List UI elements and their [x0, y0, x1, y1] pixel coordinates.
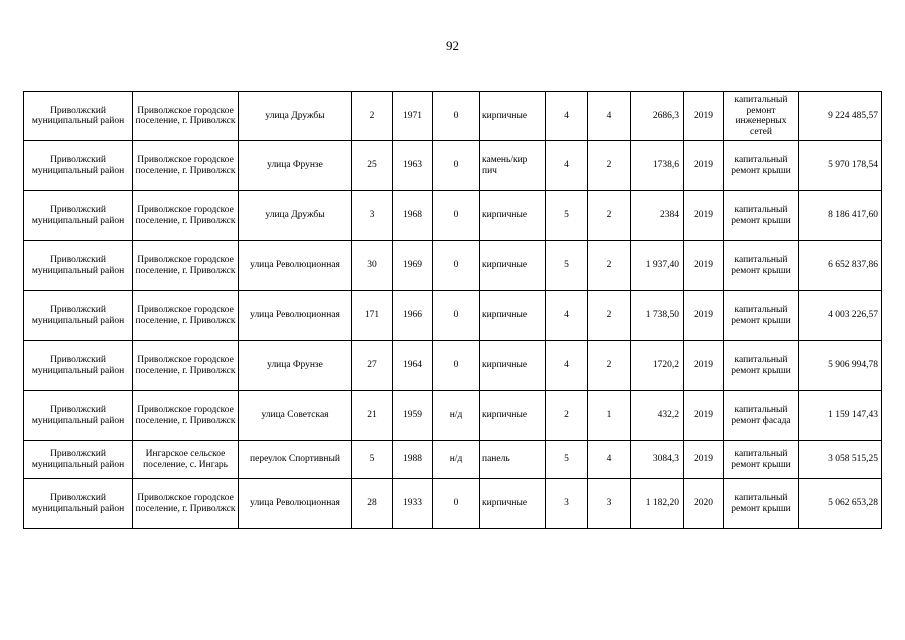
- area-cell: 1738,6: [631, 141, 684, 191]
- work-type-cell: капитальный ремонт крыши: [724, 241, 799, 291]
- settlement-cell: Приволжское городское поселение, г. Приволжск: [133, 92, 239, 141]
- value-cell: н/д: [433, 391, 480, 441]
- value-cell: 0: [433, 92, 480, 141]
- entrances-cell: 2: [588, 141, 631, 191]
- settlement-cell: Приволжское городское поселение, г. Приволжск: [133, 391, 239, 441]
- table-row: [24, 441, 882, 479]
- cost-cell: 9 224 485,57: [799, 92, 882, 141]
- house-number-cell: 21: [352, 391, 393, 441]
- cost-cell: 4 003 226,57: [799, 291, 882, 341]
- floors-cell: 4: [546, 92, 588, 141]
- plan-year-cell: 2019: [684, 291, 724, 341]
- plan-year-cell: 2019: [684, 241, 724, 291]
- district-cell: Приволжский муниципальный район: [24, 441, 133, 479]
- work-type-cell: капитальный ремонт крыши: [724, 291, 799, 341]
- value-cell: 0: [433, 191, 480, 241]
- district-cell: Приволжский муниципальный район: [24, 391, 133, 441]
- settlement-cell: Приволжское городское поселение, г. Приволжск: [133, 191, 239, 241]
- table-row: [24, 291, 882, 341]
- table-row: [24, 241, 882, 291]
- house-number-cell: 171: [352, 291, 393, 341]
- table-row: [24, 191, 882, 241]
- work-type-cell: капитальный ремонт крыши: [724, 191, 799, 241]
- house-number-cell: 5: [352, 441, 393, 479]
- page-number: 92: [446, 38, 459, 53]
- year-built-cell: 1988: [393, 441, 433, 479]
- year-built-cell: 1971: [393, 92, 433, 141]
- area-cell: 432,2: [631, 391, 684, 441]
- area-cell: 1 182,20: [631, 479, 684, 529]
- year-built-cell: 1933: [393, 479, 433, 529]
- table-row: [24, 341, 882, 391]
- street-cell: улица Фрунзе: [239, 341, 352, 391]
- area-cell: 1720,2: [631, 341, 684, 391]
- district-cell: Приволжский муниципальный район: [24, 291, 133, 341]
- cost-cell: 6 652 837,86: [799, 241, 882, 291]
- entrances-cell: 2: [588, 341, 631, 391]
- house-number-cell: 25: [352, 141, 393, 191]
- district-cell: Приволжский муниципальный район: [24, 479, 133, 529]
- street-cell: улица Революционная: [239, 241, 352, 291]
- street-cell: улица Фрунзе: [239, 141, 352, 191]
- plan-year-cell: 2019: [684, 391, 724, 441]
- floors-cell: 5: [546, 191, 588, 241]
- district-cell: Приволжский муниципальный район: [24, 341, 133, 391]
- work-type-cell: капитальный ремонт крыши: [724, 141, 799, 191]
- cost-cell: 5 970 178,54: [799, 141, 882, 191]
- street-cell: улица Советская: [239, 391, 352, 441]
- year-built-cell: 1964: [393, 341, 433, 391]
- work-type-cell: капитальный ремонт крыши: [724, 479, 799, 529]
- settlement-cell: Приволжское городское поселение, г. Приволжск: [133, 141, 239, 191]
- street-cell: улица Революционная: [239, 291, 352, 341]
- district-cell: Приволжский муниципальный район: [24, 191, 133, 241]
- entrances-cell: 4: [588, 92, 631, 141]
- floors-cell: 4: [546, 291, 588, 341]
- floors-cell: 5: [546, 241, 588, 291]
- plan-year-cell: 2019: [684, 141, 724, 191]
- entrances-cell: 1: [588, 391, 631, 441]
- house-number-cell: 30: [352, 241, 393, 291]
- table-row: [24, 92, 882, 141]
- value-cell: 0: [433, 141, 480, 191]
- house-number-cell: 28: [352, 479, 393, 529]
- work-type-cell: капитальный ремонт инженерных сетей: [724, 92, 799, 141]
- district-cell: Приволжский муниципальный район: [24, 241, 133, 291]
- area-cell: 2384: [631, 191, 684, 241]
- floors-cell: 3: [546, 479, 588, 529]
- wall-material-cell: кирпичные: [480, 479, 546, 529]
- table-body: [24, 92, 882, 529]
- entrances-cell: 2: [588, 241, 631, 291]
- year-built-cell: 1959: [393, 391, 433, 441]
- plan-year-cell: 2019: [684, 191, 724, 241]
- value-cell: 0: [433, 241, 480, 291]
- work-type-cell: капитальный ремонт фасада: [724, 391, 799, 441]
- work-type-cell: капитальный ремонт крыши: [724, 441, 799, 479]
- house-number-cell: 3: [352, 191, 393, 241]
- area-cell: 1 738,50: [631, 291, 684, 341]
- wall-material-cell: кирпичные: [480, 291, 546, 341]
- floors-cell: 4: [546, 141, 588, 191]
- wall-material-cell: кирпичные: [480, 341, 546, 391]
- cost-cell: 8 186 417,60: [799, 191, 882, 241]
- floors-cell: 2: [546, 391, 588, 441]
- area-cell: 1 937,40: [631, 241, 684, 291]
- value-cell: н/д: [433, 441, 480, 479]
- value-cell: 0: [433, 341, 480, 391]
- settlement-cell: Приволжское городское поселение, г. Приволжск: [133, 241, 239, 291]
- settlement-cell: Приволжское городское поселение, г. Приволжск: [133, 341, 239, 391]
- plan-year-cell: 2020: [684, 479, 724, 529]
- year-built-cell: 1966: [393, 291, 433, 341]
- district-cell: Приволжский муниципальный район: [24, 141, 133, 191]
- settlement-cell: Приволжское городское поселение, г. Приволжск: [133, 291, 239, 341]
- housing-repair-table: [23, 91, 882, 529]
- floors-cell: 4: [546, 341, 588, 391]
- entrances-cell: 2: [588, 191, 631, 241]
- plan-year-cell: 2019: [684, 441, 724, 479]
- wall-material-cell: кирпичные: [480, 191, 546, 241]
- floors-cell: 5: [546, 441, 588, 479]
- cost-cell: 3 058 515,25: [799, 441, 882, 479]
- year-built-cell: 1968: [393, 191, 433, 241]
- year-built-cell: 1969: [393, 241, 433, 291]
- settlement-cell: Приволжское городское поселение, г. Приволжск: [133, 479, 239, 529]
- area-cell: 2686,3: [631, 92, 684, 141]
- value-cell: 0: [433, 479, 480, 529]
- house-number-cell: 27: [352, 341, 393, 391]
- area-cell: 3084,3: [631, 441, 684, 479]
- cost-cell: 5 906 994,78: [799, 341, 882, 391]
- table-row: [24, 141, 882, 191]
- street-cell: улица Дружбы: [239, 191, 352, 241]
- entrances-cell: 3: [588, 479, 631, 529]
- wall-material-cell: кирпичные: [480, 391, 546, 441]
- house-number-cell: 2: [352, 92, 393, 141]
- table-row: [24, 479, 882, 529]
- wall-material-cell: кирпичные: [480, 241, 546, 291]
- cost-cell: 5 062 653,28: [799, 479, 882, 529]
- wall-material-cell: панель: [480, 441, 546, 479]
- plan-year-cell: 2019: [684, 92, 724, 141]
- street-cell: улица Дружбы: [239, 92, 352, 141]
- entrances-cell: 4: [588, 441, 631, 479]
- work-type-cell: капитальный ремонт крыши: [724, 341, 799, 391]
- settlement-cell: Ингарское сельское поселение, с. Ингарь: [133, 441, 239, 479]
- entrances-cell: 2: [588, 291, 631, 341]
- district-cell: Приволжский муниципальный район: [24, 92, 133, 141]
- table-row: [24, 391, 882, 441]
- plan-year-cell: 2019: [684, 341, 724, 391]
- value-cell: 0: [433, 291, 480, 341]
- street-cell: переулок Спортивный: [239, 441, 352, 479]
- wall-material-cell: камень/кир пич: [480, 141, 546, 191]
- cost-cell: 1 159 147,43: [799, 391, 882, 441]
- year-built-cell: 1963: [393, 141, 433, 191]
- wall-material-cell: кирпичные: [480, 92, 546, 141]
- street-cell: улица Революционная: [239, 479, 352, 529]
